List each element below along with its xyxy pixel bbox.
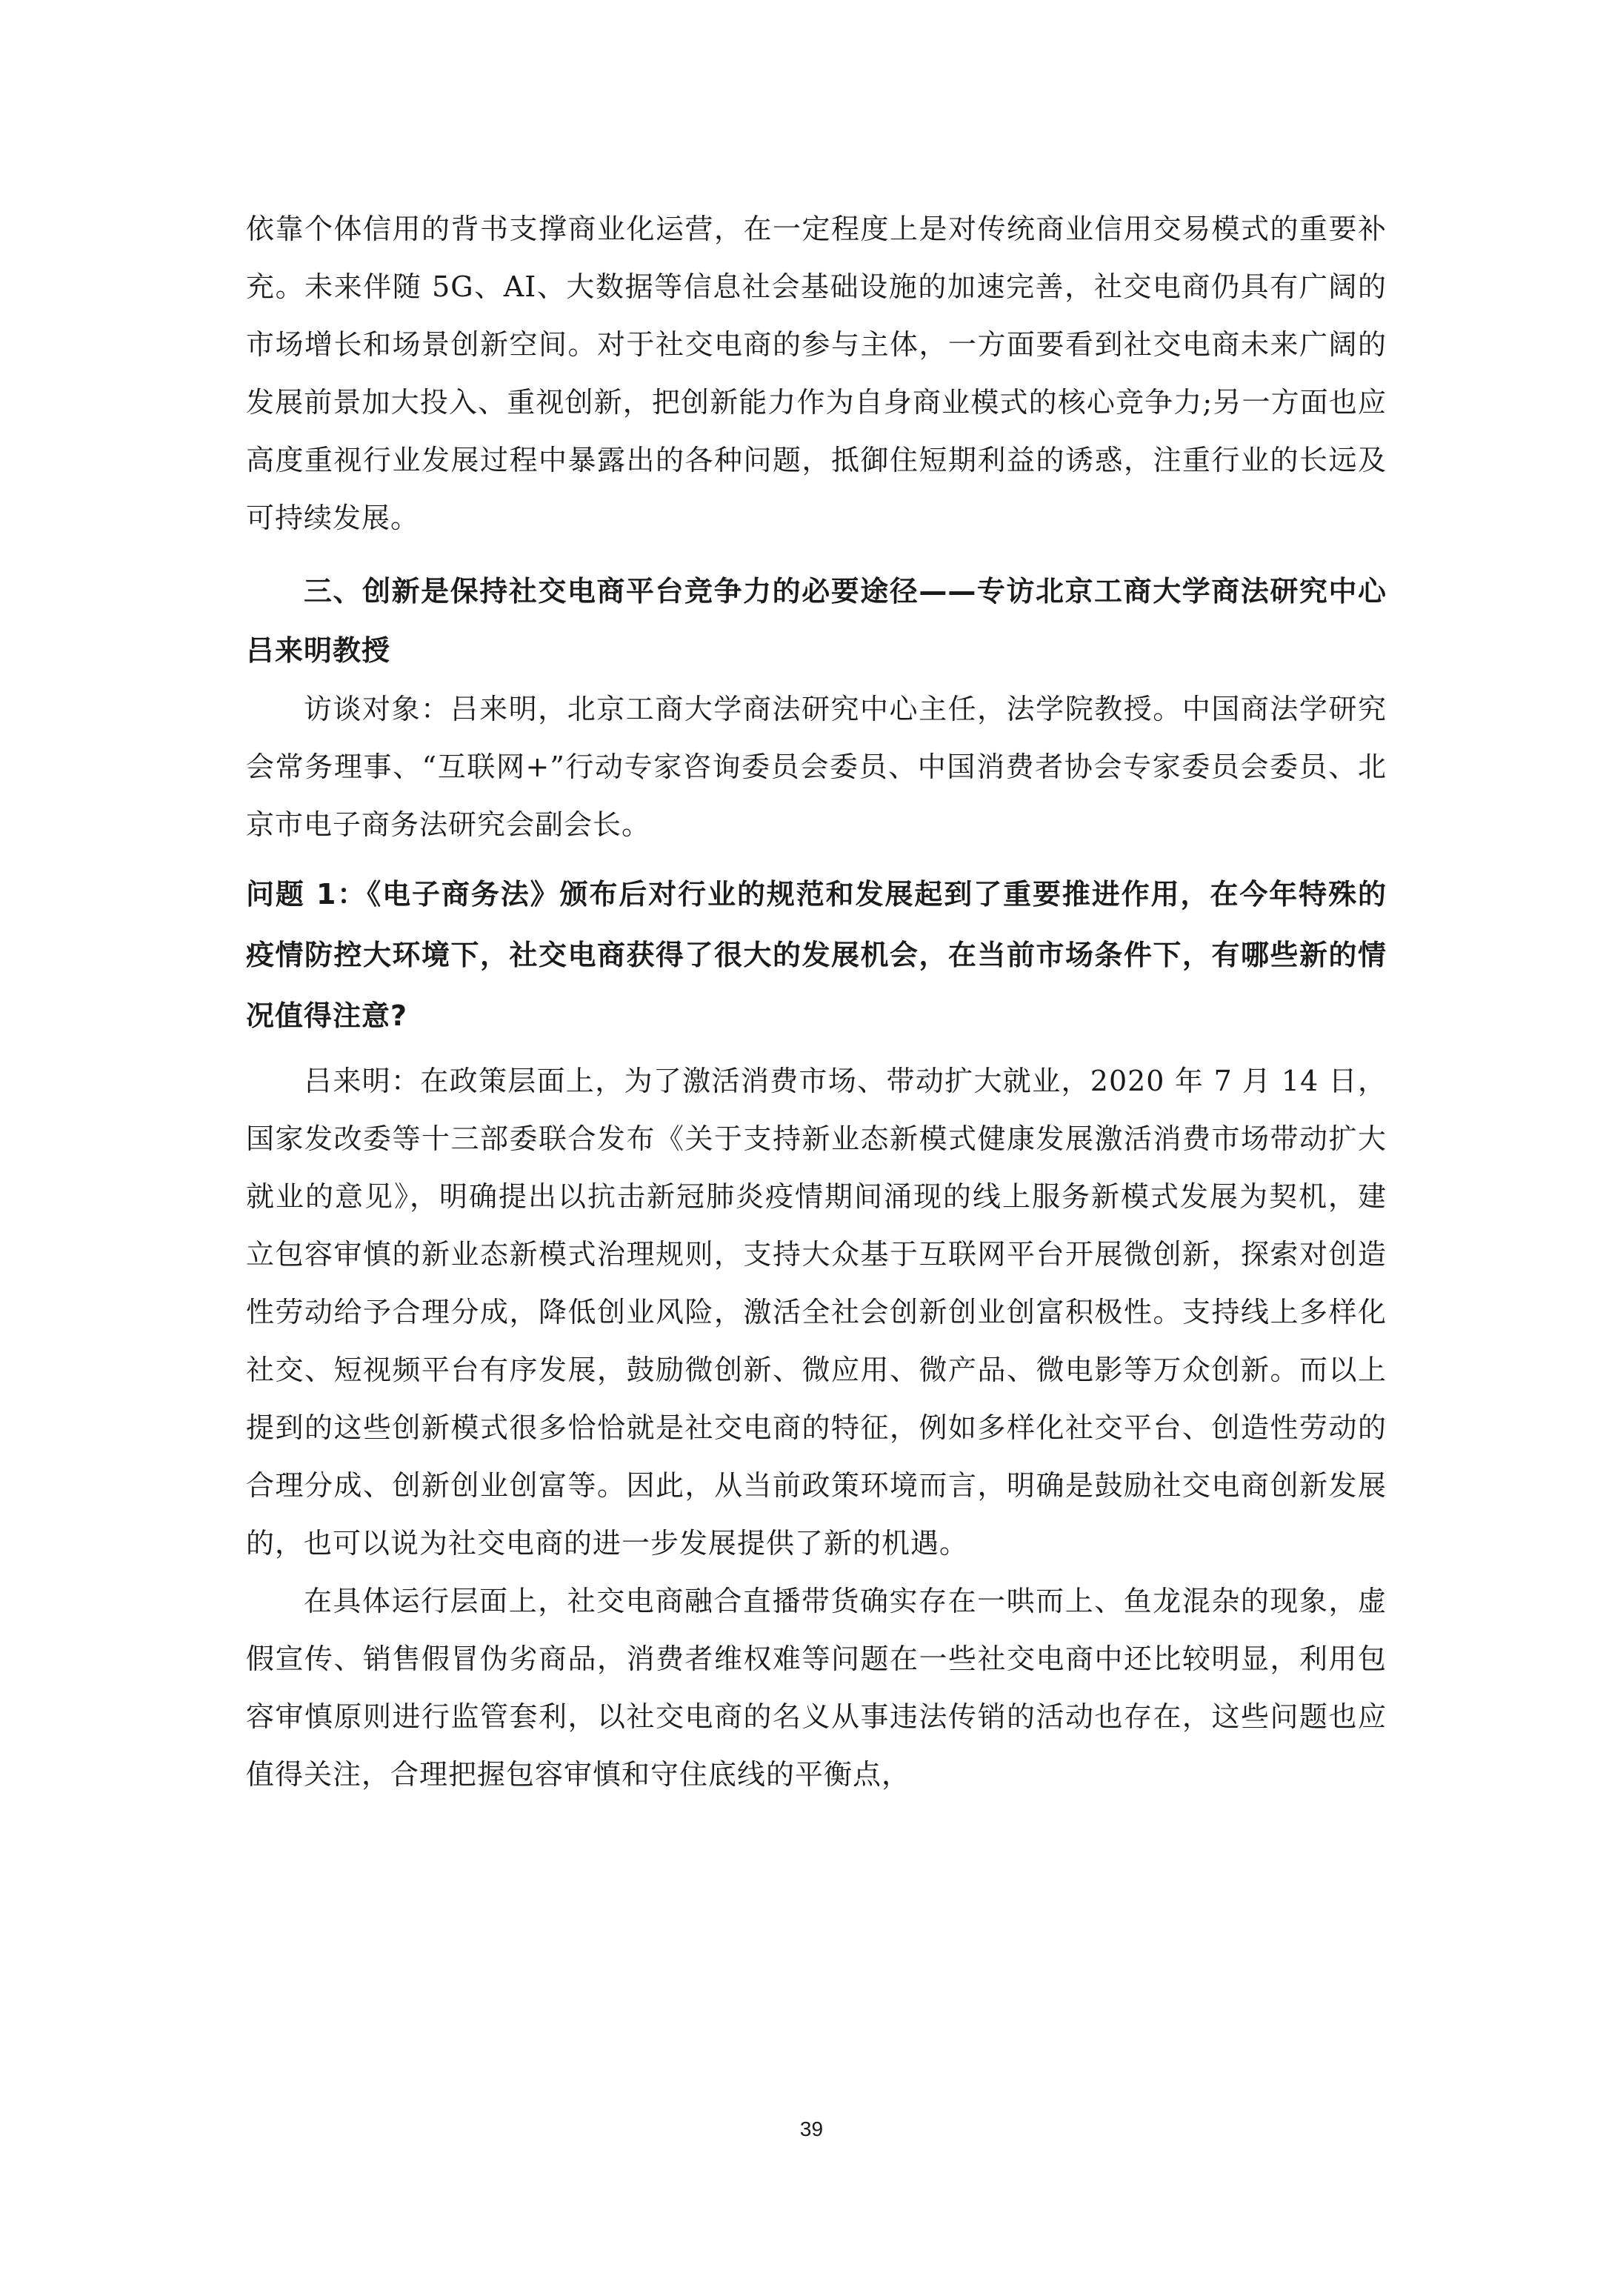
question-1: 问题 1：《电子商务法》颁布后对行业的规范和发展起到了重要推进作用，在今年特殊的疫情防控大环境下，社交电商获得了很大的发展机会，在当前市场条件下，有哪些新的情况值得注意? [246,878,1387,1032]
interviewee-paragraph: 访谈对象：吕来明，北京工商大学商法研究中心主任，法学院教授。中国商法学研究会常务理事、“互联网+”行动专家咨询委员会委员、中国消费者协会专家委员会委员、北京市电子商务法研究会副会长。 [246,693,1387,841]
answer-paragraph-1: 吕来明：在政策层面上，为了激活消费市场、带动扩大就业，2020 年 7 月 14 日，国家发改委等十三部委联合发布《关于支持新业态新模式健康发展激活消费市场带动扩大就业的意见》，明确提出以抗击新冠肺炎疫情期间涌现的线上服务新模式发展为契机，建立包容审慎的新业态新模式治理规则，支持大众基于互联网平台开展微创新，探索对创造性劳动给予合理分成，降低创业风险，激活全社会创新创业创富积极性。支持线上多样化社交、短视频平台有序发展，鼓励微创新、微应用、微产品、微电影等万众创新。而以上提到的这些创新模式很多恰恰就是社交电商的特征，例如多样化社交平台、创造性劳动的合理分成、创新创业创富等。因此，从当前政策环境而言，明确是鼓励社交电商创新发展的，也可以说为社交电商的进一步发展提供了新的机遇。 [246,1065,1387,1560]
page-number: 39 [799,2117,824,2140]
document-body [246,200,1387,1803]
section-title: 三、创新是保持社交电商平台竞争力的必要途径——专访北京工商大学商法研究中心吕来明教授 [246,575,1387,667]
answer-paragraph-2: 在具体运行层面上，社交电商融合直播带货确实存在一哄而上、鱼龙混杂的现象，虚假宣传、销售假冒伪劣商品，消费者维权难等问题在一些社交电商中还比较明显，利用包容审慎原则进行监管套利，以社交电商的名义从事违法传销的活动也存在，这些问题也应值得关注，合理把握包容审慎和守住底线的平衡点， [246,1585,1387,1791]
paragraph-continuation: 依靠个体信用的背书支撑商业化运营，在一定程度上是对传统商业信用交易模式的重要补充。未来伴随 5G、AI、大数据等信息社会基础设施的加速完善，社交电商仍具有广阔的市场增长和场景创新空间。对于社交电商的参与主体，一方面要看到社交电商未来广阔的发展前景加大投入、重视创新，把创新能力作为自身商业模式的核心竞争力;另一方面也应高度重视行业发展过程中暴露出的各种问题，抵御住短期利益的诱惑，注重行业的长远及可持续发展。 [246,213,1387,534]
